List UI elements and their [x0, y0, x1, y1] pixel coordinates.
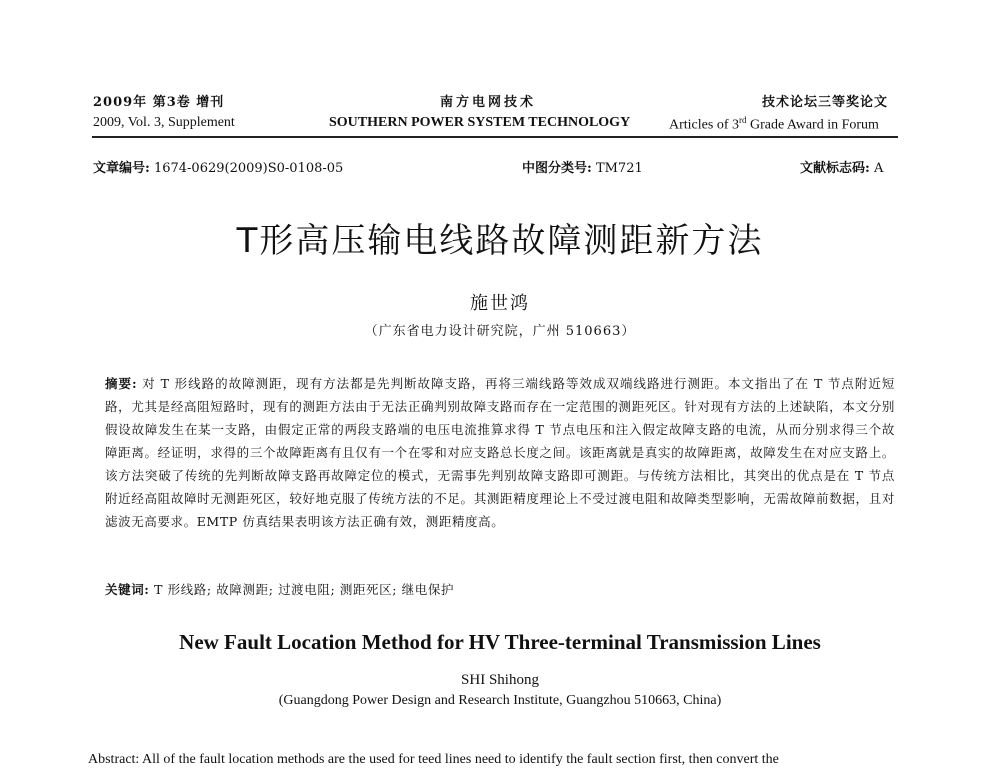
journal-name-en: SOUTHERN POWER SYSTEM TECHNOLOGY — [329, 115, 631, 130]
paper-title-en: New Fault Location Method for HV Three-terminal Transmission Lines — [179, 630, 821, 654]
article-number: 文章编号: 1674-0629(2009)S0-0108-05 — [93, 161, 344, 176]
award-label-en: Articles of 3rd Grade Award in Forum — [669, 115, 879, 133]
abstract-cn — [105, 372, 895, 533]
journal-issue-cn: 2009年 第3卷 增刊 — [93, 95, 225, 110]
affiliation-cn: （广东省电力设计研究院，广州 510663） — [364, 324, 636, 339]
paper-title-cn: T形高压输电线路故障测距新方法 — [236, 221, 764, 261]
award-label-cn: 技术论坛三等奖论文 — [762, 95, 889, 110]
keywords-cn: 关键词: T 形线路; 故障测距; 过渡电阻; 测距死区; 继电保护 — [105, 582, 455, 597]
affiliation-en: (Guangdong Power Design and Research Institute, Guangzhou 510663, China) — [278, 693, 722, 708]
document-code: 文献标志码: A — [800, 161, 884, 176]
abstract-en-fragment: Abstract: All of the fault location methods are the used for teed lines need to identify the fault section first, then convert the — [88, 752, 779, 767]
journal-issue-en: 2009, Vol. 3, Supplement — [93, 115, 235, 130]
author-cn: 施世鸿 — [470, 293, 530, 314]
author-en: SHI Shihong — [461, 672, 539, 688]
abstract-text: 对 T 形线路的故障测距，现有方法都是先判断故障支路，再将三端线路等效成双端线路进行测距。本文指出了在 T 节点附近短路，尤其是经高阻短路时，现有的测距方法由于无法正确判别故障支路而存在一定范围的测距死区。针对现有方法的上述缺陷，本文分别假设故障发生在某一支路，由假定正常的两段支路端的电压电流推算求得 T 节点电压和注入假定故障支路的电流，从而分别求得三个故障距离。经证明，求得的三个故障距离有且仅有一个在零和对应支路总长度之间。该距离就是真实的故障距离，故障发生在对应支路上。该方法突破了传统的先判断故障支路再故障定位的模式，无需事先判别故障支路即可测距。与传统方法相比，其突出的优点是在 T 节点附近经高阻故障时无测距死区，较好地克服了传统方法的不足。其测距精度理论上不受过渡电阻和故障类型影响，无需故障前数据，且对滤波无高要求。EMTP 仿真结果表明该方法正确有效，测距精度高。 — [105, 376, 895, 529]
abstract-label: 摘要: — [105, 376, 138, 391]
header-rule — [92, 136, 898, 138]
journal-name-cn: 南方电网技术 — [440, 95, 537, 110]
clc-number: 中图分类号: TM721 — [522, 161, 643, 176]
